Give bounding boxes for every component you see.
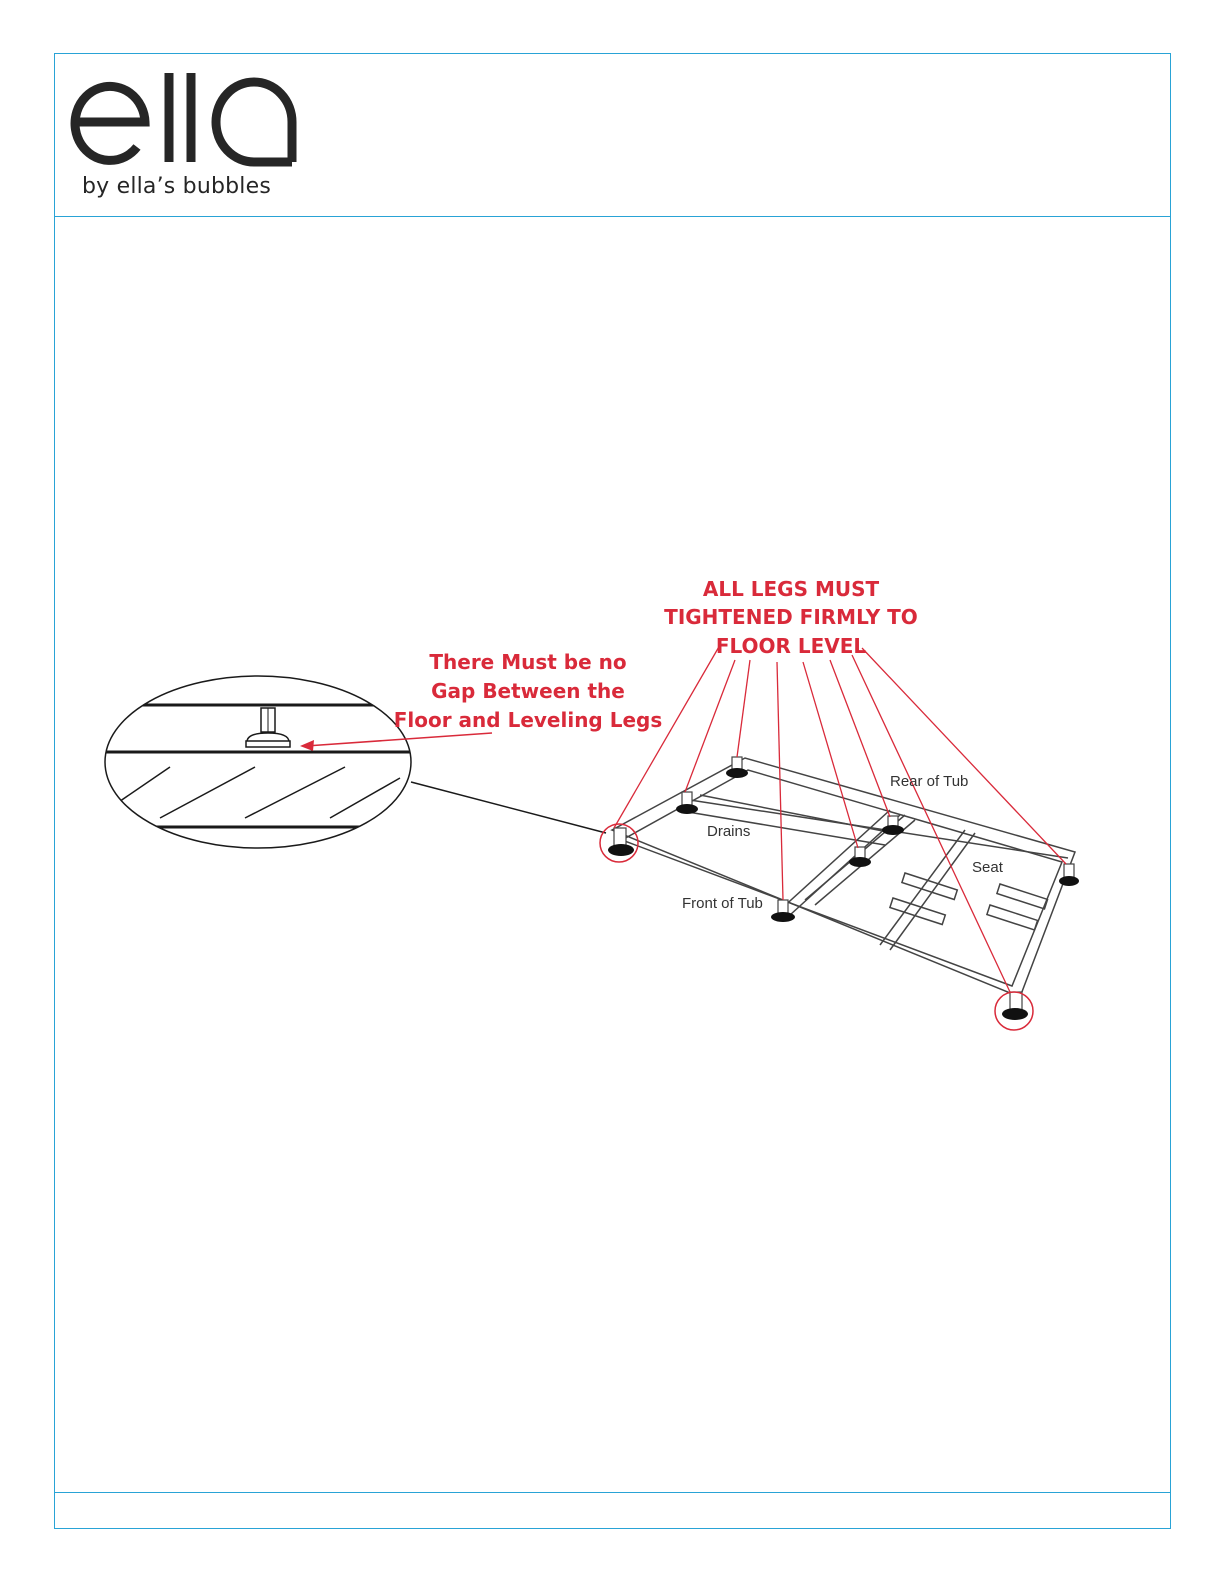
magnifier-connector <box>411 782 606 833</box>
brand-tagline: by ella’s bubbles <box>82 174 272 199</box>
label-drains: Drains <box>707 823 751 840</box>
magnifier-circle <box>105 676 411 848</box>
callout-legs-text <box>664 577 918 658</box>
callout-legs-line-2: TIGHTENED FIRMLY TO <box>664 605 918 629</box>
callout-gap-line-1: There Must be no <box>429 650 627 674</box>
label-rear-of-tub: Rear of Tub <box>890 773 969 790</box>
label-front-of-tub: Front of Tub <box>682 895 763 912</box>
label-seat: Seat <box>972 859 1003 876</box>
callout-legs-line-1: ALL LEGS MUST <box>702 577 880 601</box>
callout-gap-text <box>394 650 663 732</box>
callout-gap-line-2: Gap Between the <box>431 679 625 703</box>
callout-gap-line-3: Floor and Leveling Legs <box>393 708 663 732</box>
leg-foot-front-right <box>1002 992 1028 1020</box>
callout-legs-line-3: FLOOR LEVEL <box>715 634 867 658</box>
